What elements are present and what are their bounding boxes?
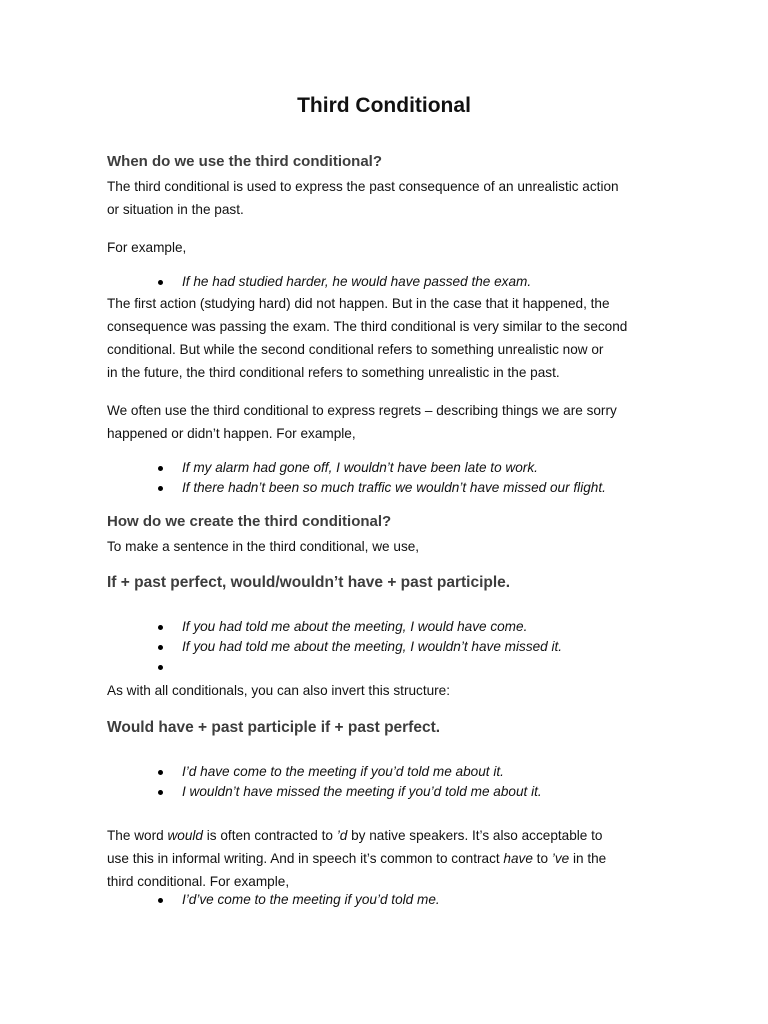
paragraph-invert: As with all conditionals, you can also invert this structure: (107, 683, 451, 698)
bullet-dot-icon (158, 645, 163, 650)
paragraph-line: consequence was passing the exam. The third conditional is very similar to the second (107, 319, 628, 334)
bullet-dot-icon (158, 898, 163, 903)
bullet-dot-icon (158, 790, 163, 795)
document-page: Third Conditional When do we use the third conditional? The third conditional is used to express the past consequence of an unrealistic action or situation in the past. For example, If he had studied harder, he would have passed the exam. The first action (studying hard) did not happen. But in the case that it happened, the consequence was passing the exam. The third conditional is very similar to the second conditional. But while the second conditional refers to something unrealistic now or in the future, the third conditional refers to something unrealistic in the past. We often use the third conditional to express regrets – describing things we are sorry happened or didn’t happen. For example, If my alarm had gone off, I wouldn’t have been late to work. If there hadn’t been so much traffic we wouldn’t have missed our flight. How do we create the third conditional? To make a sentence in the third conditional, we use, If + past perfect, would/wouldn’t have + past participle. If you had told me about the meeting, I would have come. If you had told me about the meeting, I wouldn’t have missed it. As with all conditionals, you can also invert this structure: Would have + past participle if + past perfect. I’d have come to the meeting if you’d told me about it. I wouldn’t have missed the meeting if you’d told me about it. The word would is often contracted to ’d by native speakers. It’s also acceptable to use this in informal writing. And in speech it’s common to contract have to ’ve in the third conditional. For example, I’d’ve come to the meeting if you’d told me. (0, 0, 768, 1024)
paragraph-line: The third conditional is used to express the past consequence of an unrealistic action (107, 179, 619, 194)
paragraph-regrets (107, 399, 667, 445)
paragraph-line: conditional. But while the second conditional refers to something unrealistic now or (107, 342, 604, 357)
page-title: Third Conditional (297, 94, 471, 117)
bullet-dot-icon (158, 625, 163, 630)
paragraph-line: We often use the third conditional to express regrets – describing things we are sorry (107, 403, 617, 418)
paragraph-line: or situation in the past. (107, 202, 244, 217)
bullet-dot-icon (158, 466, 163, 471)
paragraph-line: use this in informal writing. And in speech it’s common to contract have to ’ve in the (107, 851, 607, 866)
bullet-dot-icon (158, 486, 163, 491)
paragraph-line: The word would is often contracted to ’d by native speakers. It’s also acceptable to (107, 828, 603, 843)
paragraph-explanation (107, 292, 667, 384)
formula2-heading: Would have + past participle if + past perfect. (107, 719, 441, 736)
paragraph-line: The first action (studying hard) did not happen. But in the case that it happened, the (107, 296, 610, 311)
section-heading-how: How do we create the third conditional? (107, 513, 392, 530)
paragraph-contraction (107, 824, 667, 893)
section-heading-when: When do we use the third conditional? (107, 153, 382, 170)
bullet-dot-icon (158, 770, 163, 775)
formula-heading: If + past perfect, would/wouldn’t have + past participle. (107, 574, 511, 591)
bullet-dot-icon (158, 280, 163, 285)
paragraph-intro (107, 175, 667, 221)
paragraph-line: third conditional. For example, (107, 874, 290, 889)
for-example-text: For example, (107, 240, 187, 255)
paragraph-line: happened or didn’t happen. For example, (107, 426, 356, 441)
paragraph-line: in the future, the third conditional refers to something unrealistic in the past. (107, 365, 560, 380)
bullet-dot-icon (158, 665, 163, 670)
paragraph-how-intro: To make a sentence in the third conditional, we use, (107, 539, 420, 554)
